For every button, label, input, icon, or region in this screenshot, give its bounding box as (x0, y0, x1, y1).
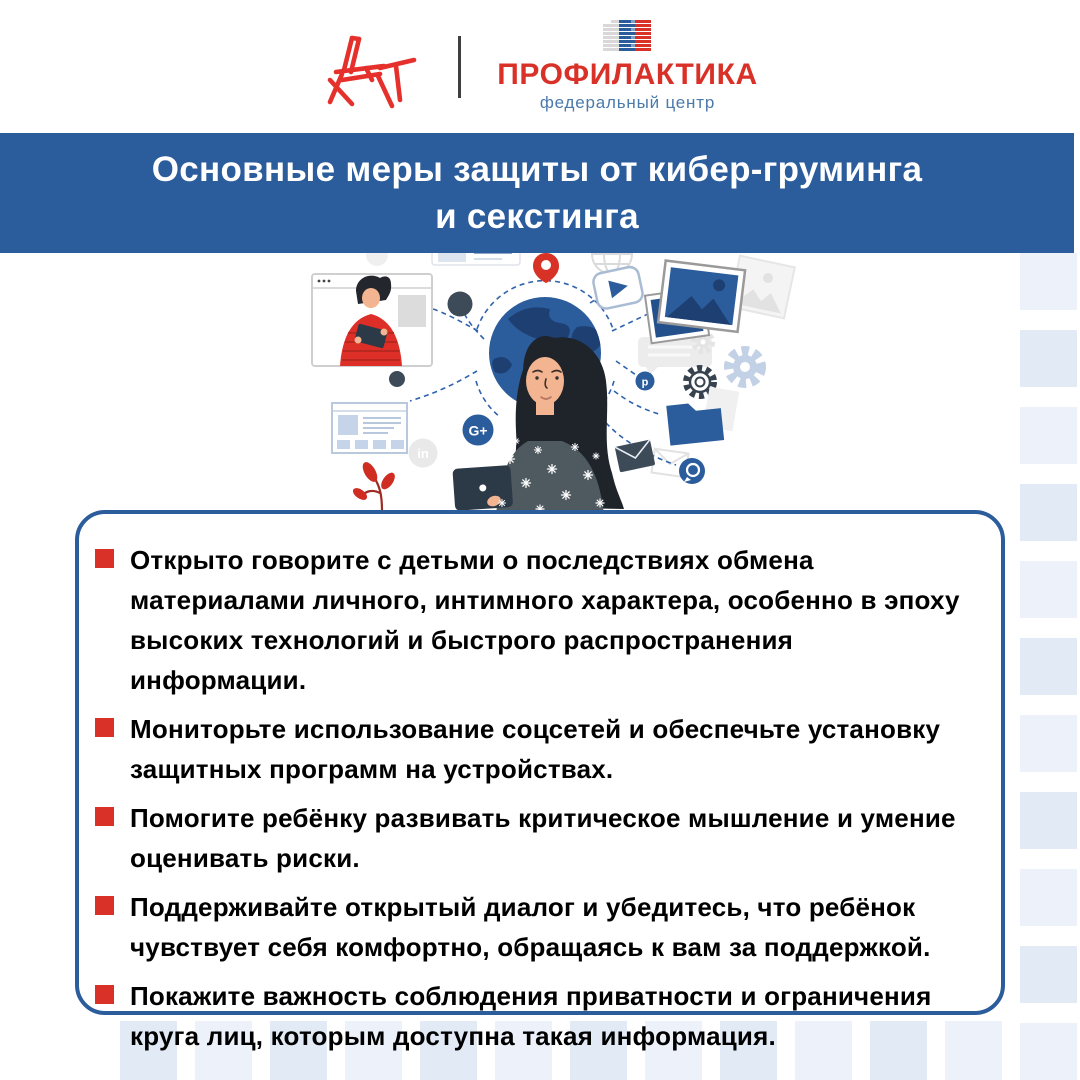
mosaic-tile (1020, 946, 1077, 1003)
measures-list (95, 540, 965, 1056)
red-square-bullet-icon (95, 549, 114, 568)
mosaic-tile (1020, 253, 1077, 310)
browser-video-call-man-icon (312, 274, 432, 366)
mosaic-tile (1020, 407, 1077, 464)
red-square-bullet-icon (95, 896, 114, 915)
svg-text:in: in (417, 446, 429, 461)
list-item-text: Открыто говорите с детьми о последствиях обмена материалами личного, интимного характера, особенно в эпоху высоких технологий и быстрого распространения информации. (130, 545, 960, 695)
envelope-icon (615, 440, 656, 473)
location-pin-icon (533, 253, 559, 283)
brand-title: ПРОФИЛАКТИКА (497, 57, 758, 91)
list-item (95, 887, 965, 967)
list-item (95, 540, 965, 700)
gear-icon-blue (729, 351, 761, 383)
list-item (95, 798, 965, 878)
red-square-bullet-icon (95, 718, 114, 737)
list-item (95, 976, 965, 1056)
google-plus-icon (463, 415, 494, 446)
logo-divider (458, 36, 461, 98)
page-title: Основные меры защиты от кибер-груминга и секстинга (151, 150, 923, 236)
svg-text:G+: G+ (468, 422, 488, 439)
mosaic-tile (1020, 792, 1077, 849)
photo-stack-icon (645, 261, 745, 344)
list-item-text: Поддерживайте открытый диалог и убедитесь, что ребёнок чувствует себя комфортно, обращаясь к вам за поддержкой. (130, 892, 931, 962)
list-item-text: Мониторьте использование соцсетей и обеспечьте установку защитных программ на устройствах. (130, 714, 941, 784)
header (0, 0, 1080, 133)
plant-icon (351, 460, 398, 511)
brand-subtitle: федеральный центр (539, 93, 716, 113)
red-chair-line-icon (322, 24, 422, 110)
mosaic-tile (1020, 561, 1077, 618)
mosaic-tile (1020, 330, 1077, 387)
laptop-icon (452, 465, 513, 511)
list-item-text: Покажите важность соблюдения приватности и ограничения круга лиц, которым доступна такая информация. (130, 981, 932, 1051)
mosaic-tile (1020, 484, 1077, 541)
pinterest-icon (636, 372, 655, 391)
dribbble-icon (366, 251, 388, 266)
profilaktika-logo (497, 20, 758, 114)
mosaic-tile (1020, 1023, 1077, 1080)
pixel-mosaic-logo-icon (603, 20, 651, 52)
mosaic-tile (1020, 869, 1077, 926)
mosaic-tile (1020, 715, 1077, 772)
play-button-icon (592, 265, 644, 310)
dot-circle-small-icon (389, 371, 405, 387)
list-item (95, 709, 965, 789)
linkedin-icon (409, 439, 438, 468)
online-safety-illustration (270, 251, 810, 513)
whatsapp-icon (679, 458, 705, 484)
measures-card (75, 510, 1005, 1051)
red-square-bullet-icon (95, 985, 114, 1004)
title-banner (0, 133, 1074, 253)
mini-card-wireframe-icon (432, 251, 520, 265)
red-square-bullet-icon (95, 807, 114, 826)
svg-text:p: p (641, 376, 649, 389)
dot-circle-icon (448, 292, 473, 317)
webpage-wireframe-icon (332, 403, 407, 453)
list-item-text: Помогите ребёнку развивать критическое мышление и умение оценивать риски. (130, 803, 956, 873)
mosaic-tile (1020, 638, 1077, 695)
